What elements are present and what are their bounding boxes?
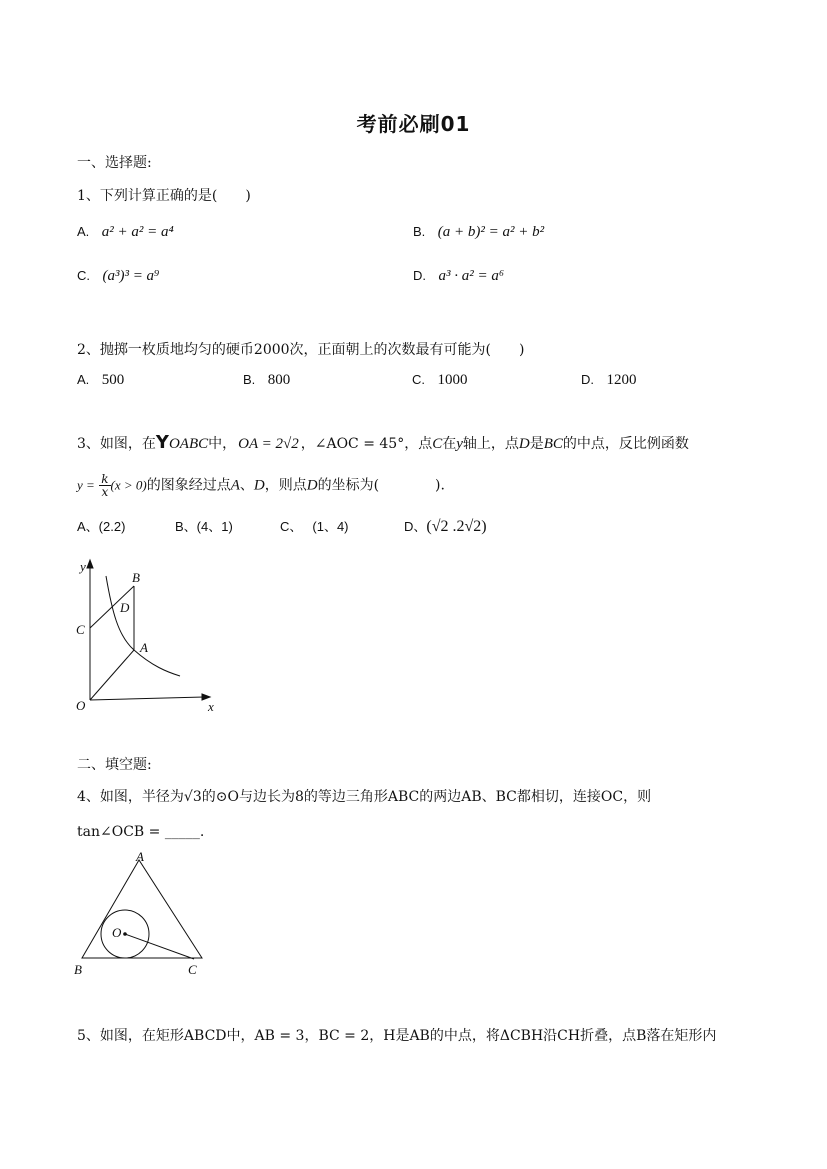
- question-3-line-2: [77, 473, 445, 498]
- q3-text: 、: [239, 477, 254, 494]
- q3-text: ，∠AOC = 45°，点: [300, 436, 433, 452]
- q3-var-d: D: [306, 477, 318, 494]
- q3-frac-den: x: [101, 485, 109, 499]
- q1-option-d-label: D.: [413, 268, 426, 283]
- q3-option-c-value: (1、4): [312, 519, 349, 534]
- page-title: 考前必刷01: [356, 112, 471, 136]
- q3-fraction: [99, 473, 110, 498]
- question-3-line-1: [77, 432, 689, 453]
- question-4-line-2: tan∠OCB = _____.: [77, 824, 205, 840]
- q3-segment-oa: [90, 650, 134, 700]
- parallelogram-icon: Y: [155, 432, 169, 453]
- q3-domain: (x > 0): [110, 477, 147, 493]
- q3-label-o: O: [76, 698, 86, 713]
- q3-text: 的图象经过点: [146, 477, 231, 494]
- q3-option-d-label: D、: [404, 519, 427, 534]
- q1-option-c-expr: (a³)³ = a⁹: [102, 268, 160, 284]
- q3-label-d: D: [120, 600, 130, 615]
- q2-option-c-value: 1000: [437, 372, 468, 388]
- q3-text: ，则点: [264, 477, 307, 494]
- q3-text: 3、如图，在: [77, 436, 156, 452]
- q2-option-b-value: 800: [267, 372, 291, 388]
- q3-hyperbola-curve: [106, 576, 180, 676]
- q1-option-b-expr: (a + b)² = a² + b²: [437, 224, 545, 240]
- q2-option-a-label: A.: [77, 372, 90, 387]
- q3-var-a: A: [230, 477, 240, 494]
- q3-option-a-label: A、: [77, 519, 99, 534]
- q3-figure: [72, 556, 222, 718]
- question-1-stem: 1、下列计算正确的是( ): [77, 188, 251, 204]
- q1-option-d-expr: a³ · a² = a⁶: [438, 268, 505, 284]
- q3-option-b-label: B、: [175, 519, 197, 534]
- q2-option-d: [581, 372, 636, 389]
- q2-option-a: [77, 372, 124, 389]
- q3-frac-num: k: [101, 472, 109, 486]
- q4-figure: [72, 848, 212, 980]
- q3-option-c-label: C、: [280, 519, 303, 534]
- q4-triangle-abc: [82, 860, 202, 958]
- q4-center-point: [123, 932, 127, 936]
- q3-var-oabc: OABC: [168, 436, 209, 452]
- q3-option-d: [404, 516, 487, 536]
- q3-option-c: [280, 516, 349, 535]
- q3-text: 的中点，反比例函数: [562, 436, 689, 452]
- q3-text: 是: [529, 436, 544, 452]
- q3-text: 中，: [208, 436, 237, 452]
- q3-label-c: C: [76, 622, 85, 637]
- q1-option-a: [77, 224, 174, 241]
- q3-option-a: [77, 516, 125, 535]
- q3-label-y: y: [80, 559, 86, 574]
- q3-text: 在: [442, 436, 457, 452]
- q4-label-o: O: [112, 925, 122, 940]
- q3-label-b: B: [132, 570, 140, 585]
- q3-option-d-value: (√2 .2√2): [426, 518, 487, 535]
- question-5-line-1: 5、如图，在矩形ABCD中，AB = 3，BC = 2，H是AB的中点，将ΔCBH沿CH折叠，点B落在矩形内: [77, 1028, 717, 1044]
- q3-option-a-value: (2.2): [98, 519, 126, 534]
- q3-var-d: D: [518, 436, 530, 452]
- q3-var-c: C: [432, 436, 443, 452]
- q3-label-a: A: [140, 640, 148, 655]
- q3-text: 轴上，点: [462, 436, 519, 452]
- q3-option-b-value: (4、1): [196, 519, 233, 534]
- q2-option-c: [412, 372, 467, 389]
- q1-option-c-label: C.: [77, 268, 90, 283]
- q2-option-b-label: B.: [243, 372, 256, 387]
- q2-option-a-value: 500: [101, 372, 125, 388]
- q3-label-x: x: [208, 699, 214, 714]
- q3-y-axis-arrow: [87, 560, 93, 568]
- section-heading-choice: 一、选择题:: [77, 155, 152, 171]
- q3-var-y: y: [456, 436, 463, 452]
- q1-option-b-label: B.: [413, 224, 426, 239]
- q1-option-b: [413, 224, 544, 241]
- q2-option-d-value: 1200: [606, 372, 637, 388]
- q3-x-axis: [90, 697, 204, 700]
- q3-text: 的坐标为( ).: [317, 477, 445, 494]
- question-2-stem: 2、抛掷一枚质地均匀的硬币2000次，正面朝上的次数最有可能为( ): [77, 342, 525, 358]
- q4-label-a: A: [136, 849, 144, 864]
- q1-option-d: [413, 268, 504, 285]
- q3-var-bc: BC: [543, 436, 563, 452]
- question-4-line-1: 4、如图，半径为√3的⊙O与边长为8的等边三角形ABC的两边AB、BC都相切，连接OC，则: [77, 789, 652, 805]
- section-heading-fill: 二、填空题:: [77, 757, 152, 773]
- q3-var-d: D: [253, 477, 265, 494]
- q4-label-c: C: [188, 962, 197, 977]
- q1-option-c: [77, 268, 159, 285]
- q1-option-a-label: A.: [77, 224, 90, 239]
- q4-label-b: B: [74, 962, 82, 977]
- q2-option-d-label: D.: [581, 372, 594, 387]
- q3-expr-oa: OA = 2√2: [238, 436, 299, 452]
- q3-option-b: [175, 516, 233, 535]
- q2-option-c-label: C.: [412, 372, 425, 387]
- q3-func-y: y =: [77, 477, 95, 493]
- q1-option-a-expr: a² + a² = a⁴: [101, 224, 174, 240]
- q2-option-b: [243, 372, 290, 389]
